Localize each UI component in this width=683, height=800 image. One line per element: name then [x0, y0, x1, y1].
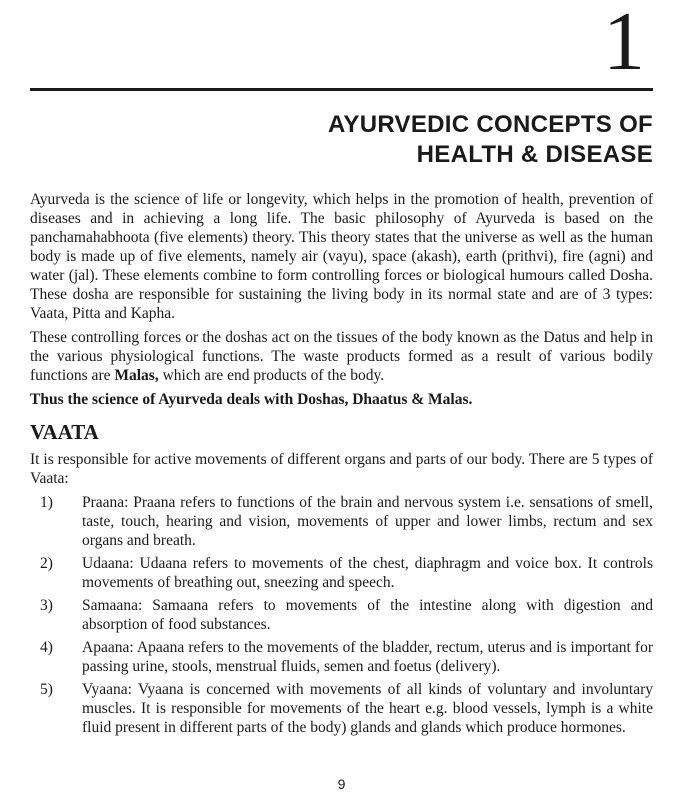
list-item-text: Vyaana: Vyaana is concerned with movements of all kinds of voluntary and involuntary muscles. It is responsible for movements of the heart e.g. blood vessels, lymph is a white fluid present in different parts of the body) glands and glands which produce hormones. [82, 681, 653, 736]
list-item-text: Samaana: Samaana refers to movements of the intestine along with digestion and absorption of food substances. [82, 597, 653, 633]
intro-paragraph-2-start: These controlling forces or the doshas act on the tissues of the body known as the Datus and help in the various physiological functions. The waste products formed as a result of various bodily functions are [30, 329, 653, 384]
list-item-text: Praana: Praana refers to functions of the brain and nervous system i.e. sensations of smell, taste, touch, hearing and vision, movements of upper and lower limbs, rectum and sex organs and breath. [82, 494, 653, 549]
list-item [30, 680, 653, 737]
vaata-types-list [30, 493, 653, 737]
chapter-title-line-1: AYURVEDIC CONCEPTS OF [327, 111, 653, 138]
page-number: 9 [337, 776, 346, 792]
list-item-number: 1) [40, 494, 53, 511]
intro-paragraph-2 [30, 328, 653, 385]
list-item-number: 3) [40, 597, 53, 614]
page-body [30, 190, 653, 741]
chapter-divider [30, 88, 653, 91]
list-item-number: 4) [40, 639, 53, 656]
section-heading-vaata: VAATA [30, 420, 99, 444]
list-item-text: Udaana: Udaana refers to movements of the chest, diaphragm and voice box. It controls movements of breathing out, sneezing and speech. [82, 555, 653, 591]
list-item [30, 554, 653, 592]
list-item-number: 2) [40, 555, 53, 572]
intro-paragraph-2-end: which are end products of the body. [158, 367, 385, 384]
chapter-number: 1 [603, 0, 645, 88]
chapter-title [328, 110, 653, 170]
list-item-text: Apaana: Apaana refers to the movements of the bladder, rectum, uterus and is important for passing urine, stools, menstrual fluids, semen and foetus (delivery). [82, 639, 653, 675]
list-item [30, 596, 653, 634]
summary-line: Thus the science of Ayurveda deals with Doshas, Dhaatus & Malas. [30, 391, 473, 408]
list-item [30, 638, 653, 676]
list-item-number: 5) [40, 681, 53, 698]
intro-paragraph-1: Ayurveda is the science of life or longevity, which helps in the promotion of health, prevention of diseases and in achieving a long life. The basic philosophy of Ayurveda is based on the panchamahabhoota (five elements) theory. This theory states that the universe as well as the human body is made up of five elements, namely air (vayu), space (akash), earth (prithvi), fire (agni) and water (jal). These elements combine to form controlling forces or biological humours called Dosha. These dosha are responsible for sustaining the living body in its normal state and are of 3 types: Vaata, Pitta and Kapha. [30, 191, 653, 322]
list-item [30, 493, 653, 550]
malas-term: Malas, [114, 367, 159, 384]
chapter-title-line-2: HEALTH & DISEASE [416, 141, 653, 168]
vaata-intro: It is responsible for active movements of different organs and parts of our body. There are 5 types of Vaata: [30, 451, 653, 487]
